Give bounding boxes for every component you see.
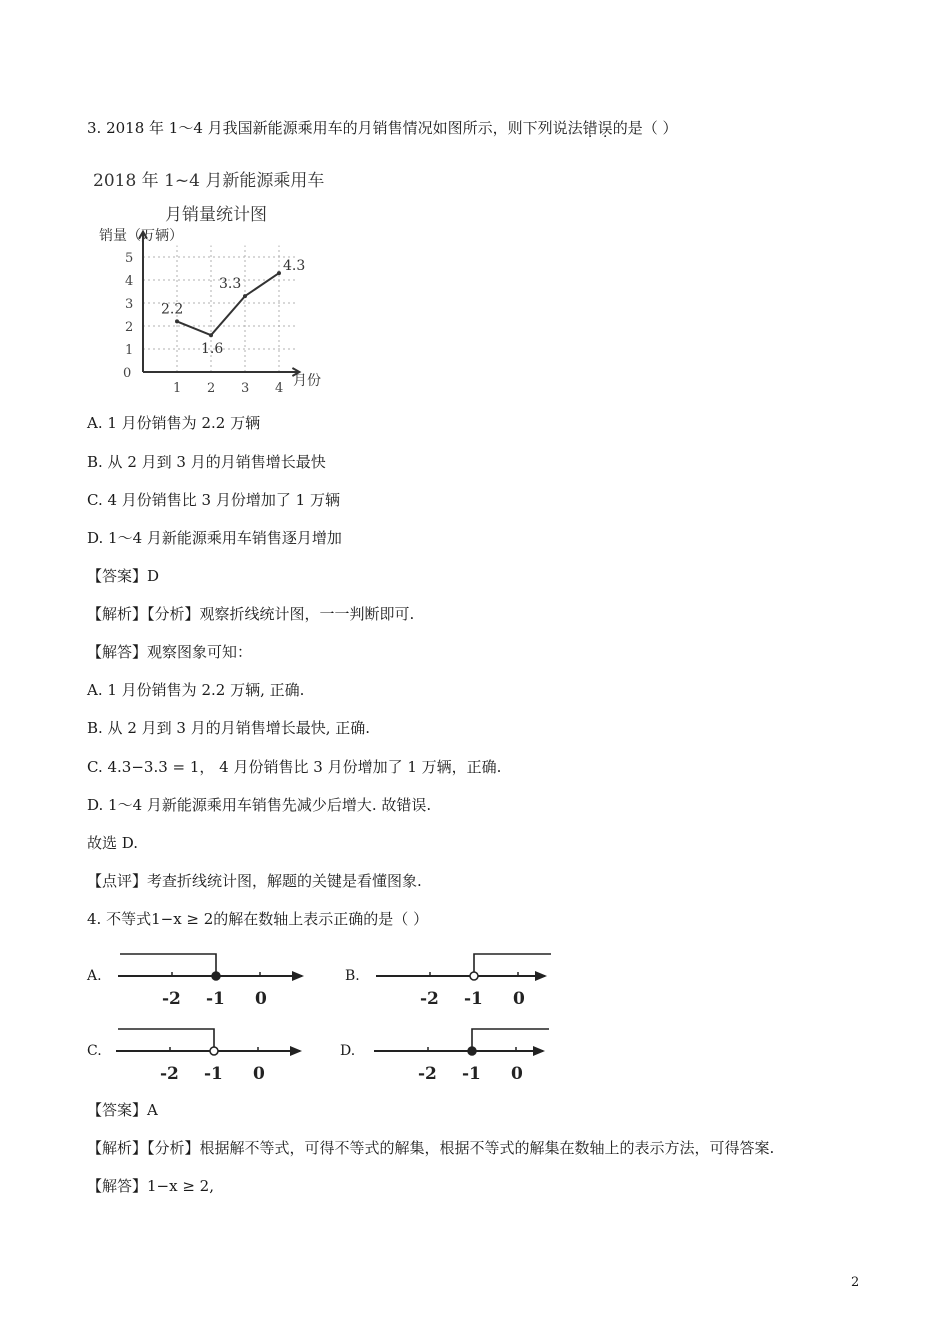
closed-point [468, 1047, 476, 1055]
q4-number-line-d [368, 1017, 553, 1087]
q4-option-a-label: A. [87, 968, 102, 984]
x-tick-label: 4 [275, 381, 284, 396]
open-point [210, 1047, 218, 1055]
solution-set-bracket [118, 1029, 214, 1051]
q4-number-line-b [370, 942, 555, 1012]
data-label: 4.3 [283, 258, 306, 275]
q3-solution-intro: 【解答】观察图象可知： [87, 643, 253, 661]
number-line-tick-label: -1 [462, 1064, 481, 1084]
q4-analysis: 【解析】【分析】根据解不等式，可得不等式的解集，根据不等式的解集在数轴上的表示方法，可得答案. [87, 1139, 775, 1157]
y-tick-label: 0 [123, 366, 132, 381]
y-tick-label: 5 [125, 251, 134, 266]
q4-number-line-a [112, 942, 312, 1012]
number-line-tick-label: 0 [513, 989, 525, 1009]
q4-solution-start: 【解答】1−x ≥ 2, [87, 1177, 214, 1195]
x-tick-label: 2 [207, 381, 216, 396]
number-line-tick-label: -2 [162, 989, 181, 1009]
number-line-tick-label: 0 [511, 1064, 523, 1084]
number-line-tick-label: -1 [464, 989, 483, 1009]
q3-option-c: C. 4 月份销售比 3 月份增加了 1 万辆 [87, 491, 340, 509]
question-4-stem: 4. 不等式1−x ≥ 2的解在数轴上表示正确的是（ ） [87, 910, 429, 928]
number-line-tick-label: -2 [160, 1064, 179, 1084]
closed-point [212, 972, 220, 980]
chart-subtitle: 月销量统计图 [165, 205, 267, 225]
data-label: 2.2 [161, 301, 184, 318]
emphasis-char-2: 误 [597, 119, 613, 137]
x-tick-label: 1 [173, 381, 182, 396]
number-line-tick-label: -1 [204, 1064, 223, 1084]
chart-ylabel: 销量（万辆） [99, 228, 183, 244]
sales-line-chart [85, 160, 355, 400]
number-line-arrow [292, 971, 304, 981]
x-tick-label: 3 [241, 381, 250, 396]
q3-choice: 故选 D. [87, 834, 139, 852]
page-number: 2 [851, 1275, 860, 1290]
number-line-arrow [535, 971, 547, 981]
data-label: 1.6 [201, 341, 224, 358]
y-tick-label: 3 [125, 297, 134, 312]
number-line-tick-label: -2 [420, 989, 439, 1009]
q3-answer: 【答案】D [87, 567, 160, 585]
data-point [277, 271, 281, 275]
data-point [175, 319, 179, 323]
q3-solution-a: A. 1 月份销售为 2.2 万辆, 正确. [87, 681, 305, 699]
number-line-arrow [533, 1046, 545, 1056]
y-tick-label: 1 [125, 343, 134, 358]
number-line-tick-label: 0 [255, 989, 267, 1009]
q3-analysis: 【解析】【分析】观察折线统计图，一一判断即可. [87, 605, 415, 623]
data-label: 3.3 [219, 276, 242, 293]
q4-answer: 【答案】A [87, 1101, 158, 1119]
solution-set-bracket [472, 1029, 549, 1051]
q4-option-c-label: C. [87, 1043, 102, 1059]
q4-option-b-label: B. [345, 968, 360, 984]
q4-number-line-c [110, 1017, 310, 1087]
q3-solution-c: C. 4.3−3.3 = 1， 4 月份销售比 3 月份增加了 1 万辆，正确. [87, 758, 502, 776]
q3-comment: 【点评】考查折线统计图，解题的关键是看懂图象. [87, 872, 422, 890]
q4-option-d-label: D. [340, 1043, 356, 1059]
number-line-arrow [290, 1046, 302, 1056]
solution-set-bracket [120, 954, 216, 976]
data-point [209, 333, 213, 337]
y-tick-label: 2 [125, 320, 134, 335]
q3-solution-d: D. 1～4 月新能源乘用车销售先减少后增大. 故错误. [87, 796, 432, 814]
solution-set-bracket [474, 954, 551, 976]
q3-option-b: B. 从 2 月到 3 月的月销售增长最快 [87, 453, 326, 471]
y-tick-label: 4 [125, 274, 134, 289]
q3-option-d: D. 1～4 月新能源乘用车销售逐月增加 [87, 529, 342, 547]
number-line-tick-label: 0 [253, 1064, 265, 1084]
data-point [243, 294, 247, 298]
number-line-tick-label: -2 [418, 1064, 437, 1084]
open-point [470, 972, 478, 980]
q3-solution-b: B. 从 2 月到 3 月的月销售增长最快, 正确. [87, 719, 371, 737]
emphasis-char-1: 错 [582, 119, 598, 137]
q3-option-a: A. 1 月份销售为 2.2 万辆 [87, 414, 261, 432]
number-line-tick-label: -1 [206, 989, 225, 1009]
question-3-stem: 3. 2018 年 1～4 月我国新能源乘用车的月销售情况如图所示，则下列说法错误的是（ ） [87, 119, 678, 137]
chart-title: 2018 年 1~4 月新能源乘用车 [93, 171, 325, 191]
chart-xlabel: 月份 [293, 373, 321, 389]
